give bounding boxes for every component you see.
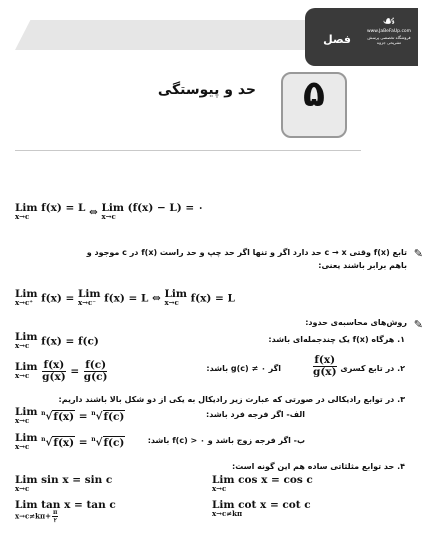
eq-radical-odd: Lim x→c $^n$√f(x) = $^n$√f(c) — [15, 406, 125, 425]
publisher-logo — [363, 13, 415, 47]
item-radical-even: ب- اگر فرجه زوج باشد و f(c) > ۰ باشد: — [147, 436, 305, 445]
chapter-number: ۵ — [303, 74, 325, 115]
item-trig: ۴. حد توابع مثلثاتی ساده هم این گونه است: — [232, 462, 405, 471]
logo-icon: ☙ — [382, 12, 396, 30]
eq-trig-sin: Lim sin x = sin c x→c — [15, 474, 113, 493]
eq-radical-even: Lim x→c $^n$√f(x) = $^n$√f(c) — [15, 432, 125, 451]
item-rational-b: اگر g(c) ≠ ۰ باشد: — [206, 364, 281, 373]
eq-trig-tan: Lim tan x = tan c x→c≠kπ+ $\frac{\pi}{۲}$ — [15, 499, 116, 524]
pen-icon: ✎ — [413, 247, 423, 260]
eq-rational: Lim x→c $\frac{f(x)}{g(x)}$ = $\frac{f(c)}{g(c)}$ — [15, 359, 108, 383]
eq-trig-cos: Lim cos x = cos c x→c — [212, 474, 313, 493]
chapter-title: حد و پیوستگی — [157, 82, 256, 98]
title-divider — [15, 150, 361, 151]
item-polynomial: ۱. هرگاه f(x) یک چندجمله‌ای باشد: — [268, 335, 405, 344]
para-one-sided-limits: تابع f(x) وقتی c → x حد دارد اگر و تنها اگر حد چپ و حد راست f(x) در c موجود و باهم برابر باشند یعنی: — [86, 248, 407, 270]
rational-fraction: $\frac{f(x)}{g(x)}$ — [313, 354, 337, 378]
item-rational-a: ۲. در تابع کسری — [340, 364, 405, 373]
eq-polynomial: Lim x→c f(x) = f(c) — [15, 331, 99, 350]
eq-left-right-limits: Lim x→c⁺ f(x) = Lim x→c⁻ f(x) = L ⇔ Lim x→c f(x) = L — [15, 288, 235, 307]
eq-trig-cot: Lim cot x = cot c x→c≠kπ — [212, 499, 311, 518]
chapter-label: فصل — [323, 33, 351, 46]
eq-limit-definition: Lim f(x) = L x→c ⇔ Lim (f(x) − L) = ۰ x→c — [15, 202, 204, 221]
logo-tagline: فروشگاه تخصصی پرسش تشریحی جزوه — [367, 35, 411, 45]
methods-title: روش‌های محاسبه‌ی حدود: — [305, 318, 407, 327]
item-radical: ۳. در توابع رادیکالی در صورتی که عبارت زیر رادیکال به یکی از دو شکل بالا باشند داریم: — [58, 395, 405, 404]
pen-icon: ✎ — [413, 318, 423, 331]
item-radical-odd: الف- اگر فرجه فرد باشد: — [206, 410, 305, 419]
logo-site: www.JaBeFaUp.com — [366, 29, 412, 34]
